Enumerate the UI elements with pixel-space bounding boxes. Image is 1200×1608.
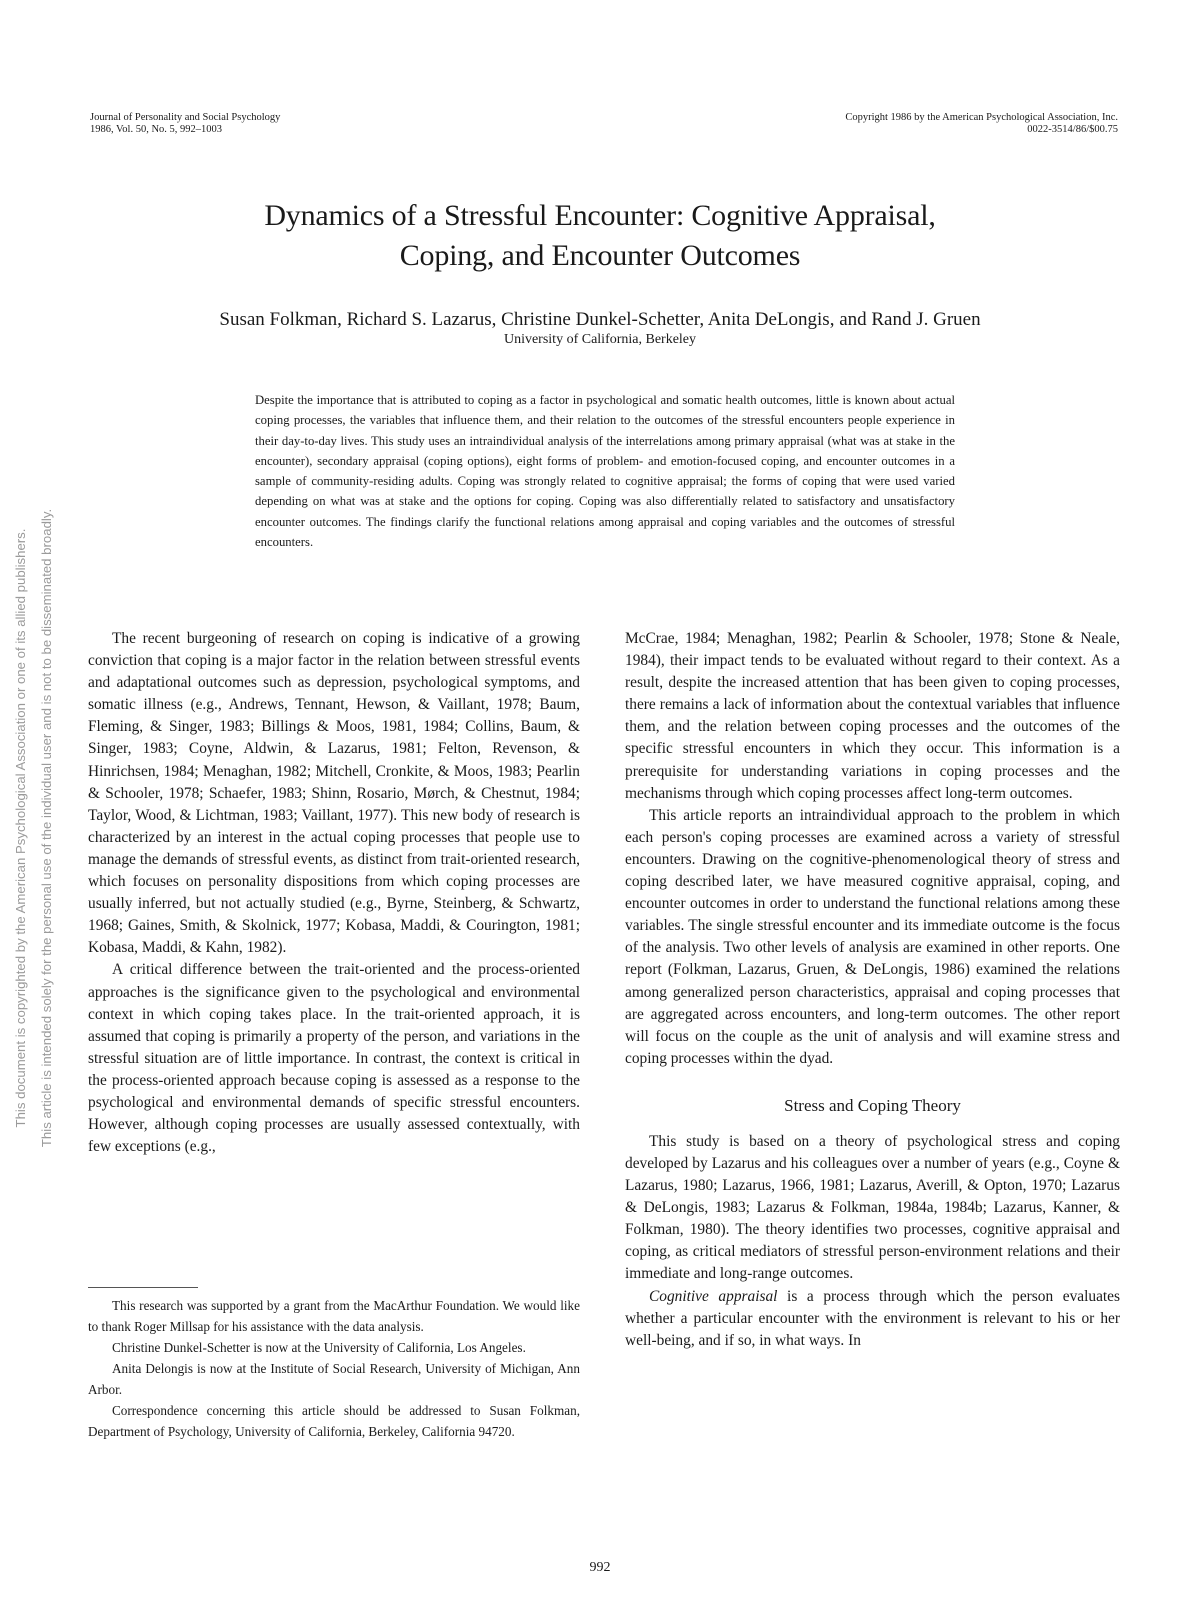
section-heading: Stress and Coping Theory	[784, 1095, 961, 1115]
body-column-left	[88, 628, 580, 1158]
paragraph: A critical difference between the trait-oriented and the process-oriented approaches is the significance given to the psychological and environmental context in which coping takes place. In the trait-oriented approach, it is assumed that coping is primarily a property of the person, and variations in the stressful situation are of little importance. In contrast, the context is critical in the process-oriented approach because coping is assessed as a response to the psychological and environmental demands of specific stressful encounters. However, although coping processes are usually assessed contextually, with few exceptions (e.g.,	[88, 961, 580, 1156]
affiliation: University of California, Berkeley	[503, 332, 697, 347]
footnote: Christine Dunkel-Schetter is now at the University of California, Los Angeles.	[112, 1340, 526, 1355]
paragraph	[625, 1286, 1120, 1352]
paragraph: This article reports an intraindividual approach to the problem in which each person's coping processes are examined across a variety of stressful encounters. Drawing on the cognitive-phenomenological theory of stress and coping described later, we have measured cognitive appraisal, coping, and encounter outcomes in order to understand the functional relations among these variables. The single stressful encounter and its immediate outcome is the focus of the analysis. Two other levels of analysis are examined in other reports. One report (Folkman, Lazarus, Gruen, & DeLongis, 1986) examined the relations among generalized person characteristics, appraisal and coping processes that are aggregated across encounters, and long-term outcomes. The other report will focus on the couple as the unit of analysis and will examine stress and coping processes within the dyad.	[625, 806, 1120, 1067]
footnote: Correspondence concerning this article should be addressed to Susan Folkman, Department of Psychology, University of California, Berkeley, California 94720.	[88, 1403, 580, 1439]
author-list: Susan Folkman, Richard S. Lazarus, Christine Dunkel-Schetter, Anita DeLongis, and Rand J. Gruen	[219, 309, 981, 330]
abstract: Despite the importance that is attributed to coping as a factor in psychological and somatic health outcomes, little is known about actual coping processes, the variables that influence them, and their relation to the outcomes of the stressful encounters people experience in their day-to-day lives. This study uses an intraindividual analysis of the interrelations among primary appraisal (what was at stake in the encounter), secondary appraisal (coping options), eight forms of problem- and emotion-focused coping, and encounter outcomes in a sample of community-residing adults. Coping was strongly related to cognitive appraisal; the forms of coping that were used varied depending on what was at stake and the options for coping. Coping was also differentially related to satisfactory and unsatisfactory encounter outcomes. The findings clarify the functional relations among appraisal and coping variables and the outcomes of stressful encounters.	[255, 393, 955, 550]
paragraph: The recent burgeoning of research on coping is indicative of a growing conviction that coping is a major factor in the relation between stressful events and adaptational outcomes such as depression, psychological symptoms, and somatic illness (e.g., Andrews, Tennant, Hewson, & Vaillant, 1978; Baum, Fleming, & Singer, 1983; Billings & Moos, 1981, 1984; Collins, Baum, & Singer, 1983; Coyne, Aldwin, & Lazarus, 1981; Felton, Revenson, & Hinrichsen, 1984; Menaghan, 1982; Mitchell, Cronkite, & Moos, 1983; Pearlin & Schooler, 1978; Schaefer, 1983; Shinn, Rosario, Mørch, & Chestnut, 1984; Taylor, Wood, & Lichtman, 1983; Vaillant, 1977). This new body of research is characterized by an interest in the actual coping processes that people use to manage the demands of stressful events, as distinct from trait-oriented research, which focuses on personality dispositions from which coping processes are usually inferred, but not actually studied (e.g., Byrne, Steinberg, & Schwartz, 1968; Gaines, Smith, & Skolnick, 1977; Kobasa, Maddi, & Courington, 1981; Kobasa, Maddi, & Kahn, 1982).	[88, 630, 580, 957]
journal-name: Journal of Personality and Social Psychology	[90, 112, 281, 123]
journal-citation	[90, 112, 280, 136]
footnotes	[88, 1295, 580, 1442]
body-column-right	[625, 628, 1120, 1352]
italic-term: Cognitive appraisal	[649, 1287, 778, 1305]
paragraph: McCrae, 1984; Menaghan, 1982; Pearlin & Schooler, 1978; Stone & Neale, 1984), their impact tends to be evaluated without regard to their context. As a result, despite the increased attention that has been given to coping processes, there remains a lack of information about the contextual variables that influence them, and the relation between coping processes and the outcomes of the specific stressful encounters in which they occur. This information is a prerequisite for understanding variations in coping processes and the mechanisms through which coping processes affect long-term outcomes.	[625, 630, 1120, 802]
paragraph-text: is a process through which the person evaluates whether a particular encounter with the environment is relevant to his or her well-being, and if so, in what ways. In	[625, 1287, 1120, 1349]
title-line-2: Coping, and Encounter Outcomes	[399, 239, 801, 272]
footnote: Anita Delongis is now at the Institute of Social Research, University of Michigan, Ann Arbor.	[88, 1361, 580, 1397]
paragraph: This study is based on a theory of psychological stress and coping developed by Lazarus and his colleagues over a number of years (e.g., Coyne & Lazarus, 1980; Lazarus, 1966, 1981; Lazarus, Averill, & Opton, 1970; Lazarus & DeLongis, 1983; Lazarus & Folkman, 1984a, 1984b; Lazarus, Kanner, & Folkman, 1980). The theory identifies two processes, cognitive appraisal and coping, as critical mediators of stressful person-environment relations and their immediate and long-range outcomes.	[625, 1132, 1120, 1283]
title-line-1: Dynamics of a Stressful Encounter: Cognitive Appraisal,	[264, 199, 936, 232]
article-title	[0, 196, 1200, 276]
journal-volume: 1986, Vol. 50, No. 5, 992–1003	[90, 124, 223, 135]
page-number: 992	[589, 1560, 611, 1575]
side-notice-line-1: This document is copyrighted by the American Psychological Association or one of its allied publishers.	[13, 528, 28, 1128]
copyright-line: Copyright 1986 by the American Psychological Association, Inc.	[845, 112, 1118, 123]
copyright-notice	[845, 112, 1118, 136]
issn-price: 0022-3514/86/$00.75	[1027, 124, 1118, 135]
copyright-side-notice	[8, 268, 64, 1388]
footnote-rule	[88, 1287, 198, 1288]
side-notice-line-2: This article is intended solely for the personal use of the individual user and is not to be disseminated broadly.	[39, 508, 54, 1148]
footnote: This research was supported by a grant from the MacArthur Foundation. We would like to thank Roger Millsap for his assistance with the data analysis.	[88, 1298, 580, 1334]
